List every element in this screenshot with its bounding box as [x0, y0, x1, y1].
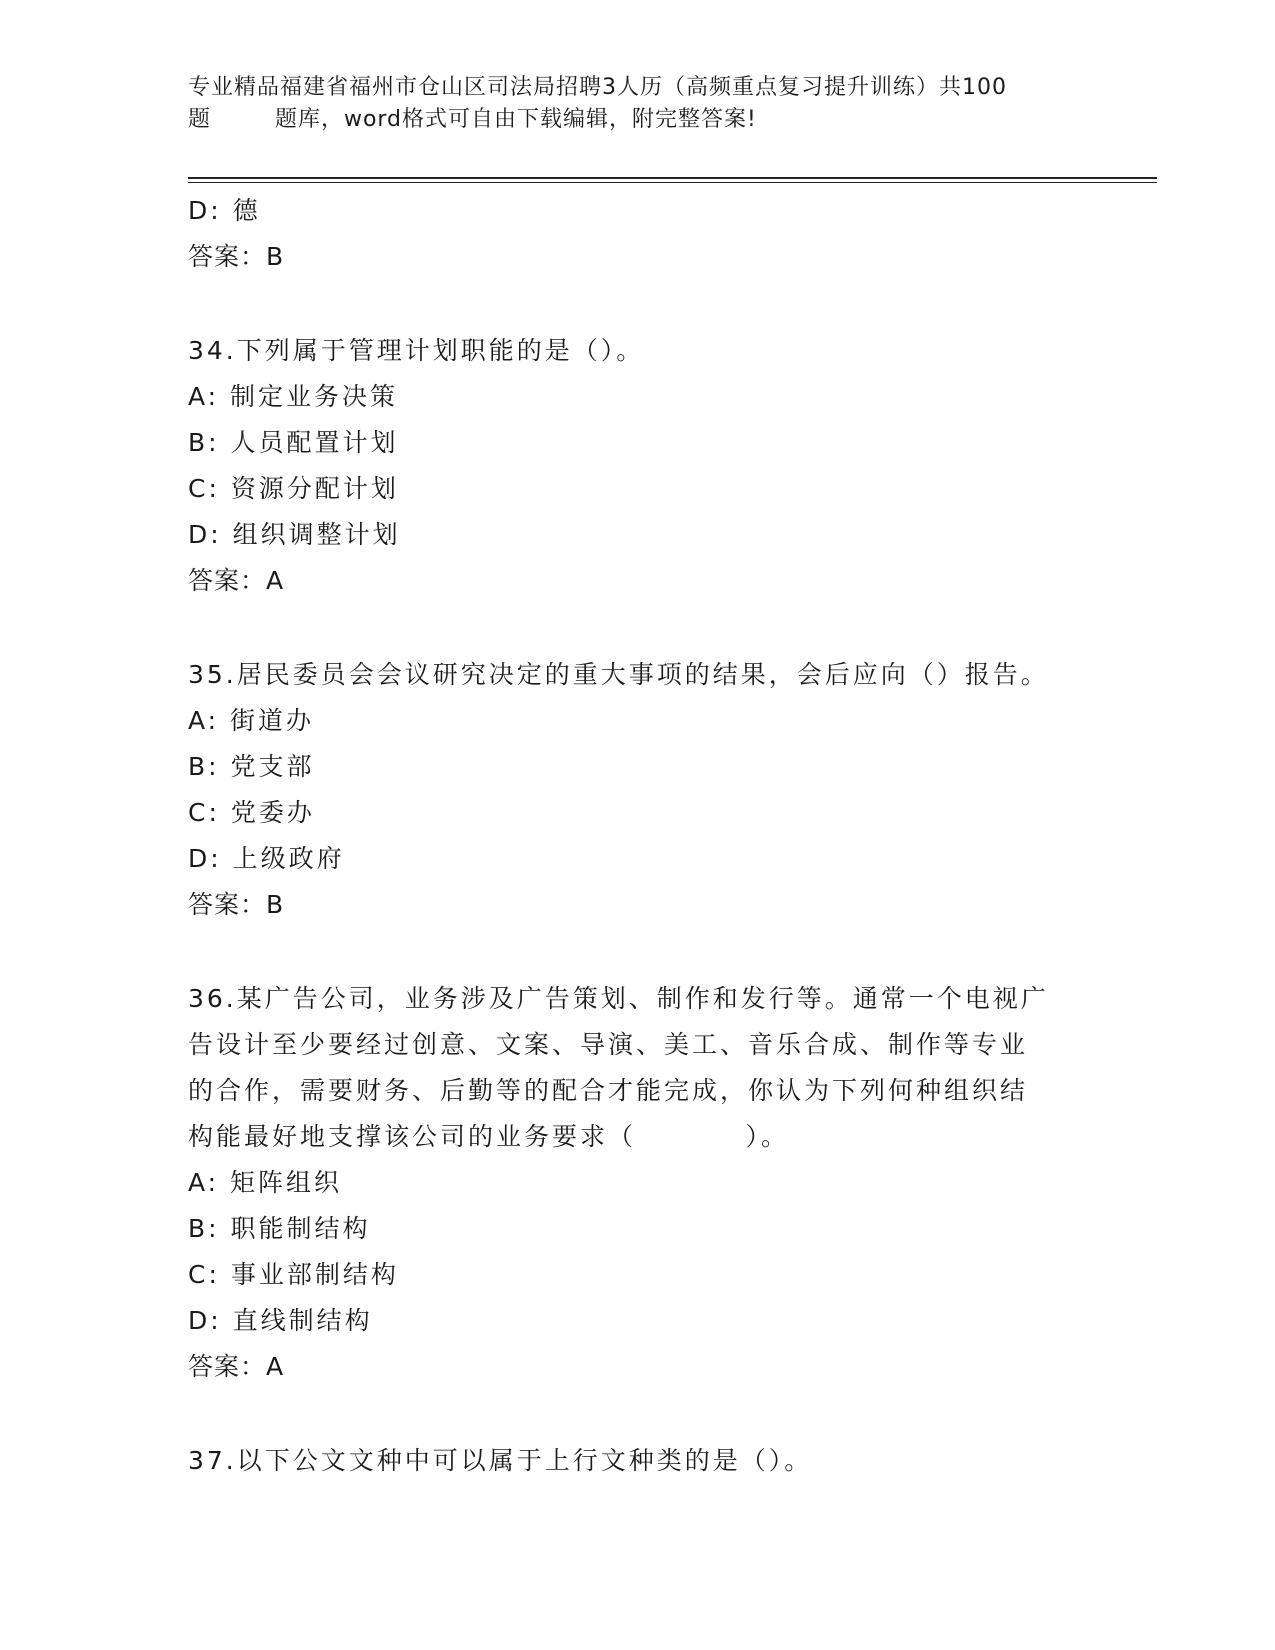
- answer-line: 答案：A: [188, 566, 285, 595]
- question-item: [188, 1438, 1088, 1484]
- question-stem-line: 35.居民委员会会议研究决定的重大事项的结果，会后应向（）报告。: [188, 660, 1049, 689]
- option-b: B: 职能制结构: [188, 1214, 371, 1243]
- option-b: B: 党支部: [188, 752, 315, 781]
- option-d: D: 直线制结构: [188, 1306, 373, 1335]
- option-d: D: 上级政府: [188, 844, 345, 873]
- option-d: D: 德: [188, 196, 261, 225]
- question-stem-line: 告设计至少要经过创意、文案、导演、美工、音乐合成、制作等专业: [188, 1030, 1029, 1059]
- option-c: C: 事业部制结构: [188, 1260, 399, 1289]
- option-c: C: 资源分配计划: [188, 474, 399, 503]
- option-d: D: 组织调整计划: [188, 520, 401, 549]
- option-a: A: 街道办: [188, 706, 315, 735]
- option-b: B: 人员配置计划: [188, 428, 399, 457]
- question-stem: [188, 652, 1088, 698]
- question-stem-line: 构能最好地支撑该公司的业务要求（ ）。: [188, 1122, 789, 1151]
- header-divider-thin: [188, 182, 1157, 183]
- header-title-line1: 专业精品福建省福州市仓山区司法局招聘3人历（高频重点复习提升训练）共100: [188, 75, 1007, 100]
- question-item: [188, 652, 1088, 928]
- document-header: [188, 72, 1088, 136]
- question-item: [188, 976, 1088, 1390]
- question-stem: [188, 976, 1088, 1160]
- option-c: C: 党委办: [188, 798, 315, 827]
- question-stem: [188, 328, 1088, 374]
- question-stem: [188, 1438, 1088, 1484]
- answer-line: 答案：B: [188, 890, 285, 919]
- question-stem-line: 34.下列属于管理计划职能的是（）。: [188, 336, 645, 365]
- question-stem-line: 36.某广告公司，业务涉及广告策划、制作和发行等。通常一个电视广: [188, 984, 1049, 1013]
- question-stem-line: 37.以下公文文种中可以属于上行文种类的是（）。: [188, 1446, 813, 1475]
- answer-line: 答案：A: [188, 1352, 285, 1381]
- header-title-line2: 题 题库，word格式可自由下载编辑，附完整答案!: [188, 107, 757, 132]
- question-item: [188, 328, 1088, 604]
- question-stem-line: 的合作，需要财务、后勤等的配合才能完成，你认为下列何种组织结: [188, 1076, 1029, 1105]
- header-divider-thick: [188, 177, 1157, 179]
- option-a: A: 矩阵组织: [188, 1168, 343, 1197]
- answer-line: 答案：B: [188, 242, 285, 271]
- option-a: A: 制定业务决策: [188, 382, 399, 411]
- question-list: [188, 188, 1088, 1484]
